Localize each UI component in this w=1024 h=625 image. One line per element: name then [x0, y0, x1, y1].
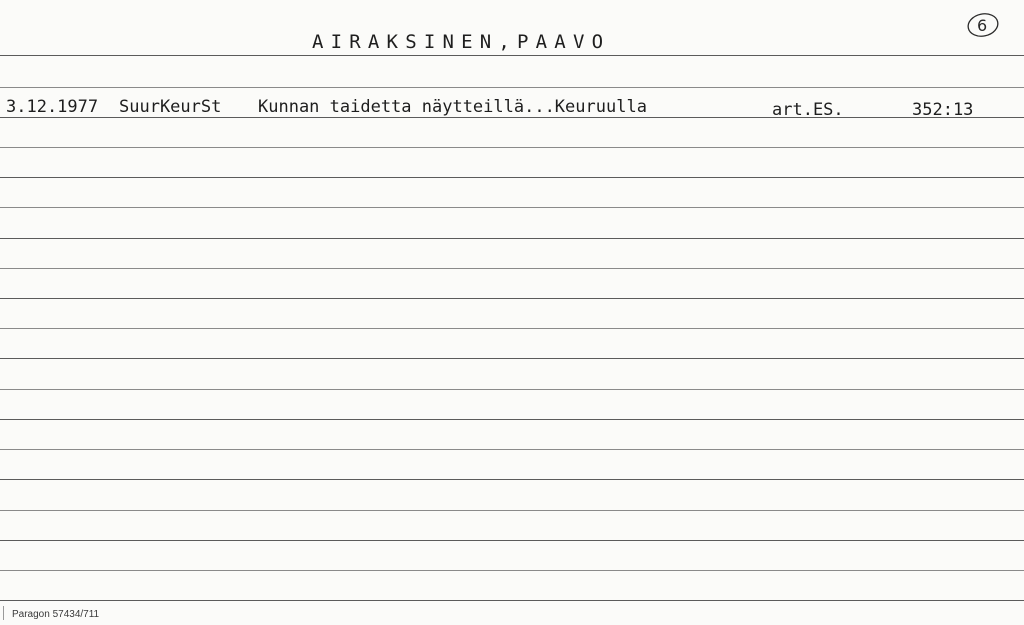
entry-reference: 352:13 [912, 100, 974, 120]
rule-line [0, 238, 1024, 239]
printer-imprint: Paragon 57434/711 [12, 609, 100, 620]
entry-date: 3.12.1977 [6, 97, 99, 117]
rule-line [0, 479, 1024, 480]
rule-line [0, 540, 1024, 541]
rule-line [0, 298, 1024, 299]
rule-line [0, 510, 1024, 511]
rule-line [0, 268, 1024, 269]
entry-type: art.ES. [772, 100, 844, 120]
entry-source: SuurKeurSt [119, 97, 222, 117]
rule-line [0, 55, 1024, 56]
rule-line [0, 449, 1024, 450]
rule-line [0, 358, 1024, 359]
rule-line [0, 117, 1024, 118]
rule-line [0, 419, 1024, 420]
card-heading: AIRAKSINEN,PAAVO [312, 31, 611, 53]
rule-line [0, 207, 1024, 208]
entry-title: Kunnan taidetta näytteillä...Keuruulla [258, 97, 647, 117]
rule-line [0, 600, 1024, 601]
card-number: 6 [977, 16, 988, 35]
rule-line [0, 87, 1024, 88]
rule-line [0, 177, 1024, 178]
rule-line [0, 147, 1024, 148]
rule-line [0, 570, 1024, 571]
margin-mark [3, 606, 4, 620]
card-number-circled [966, 12, 1000, 38]
rule-line [0, 389, 1024, 390]
rule-line [0, 328, 1024, 329]
